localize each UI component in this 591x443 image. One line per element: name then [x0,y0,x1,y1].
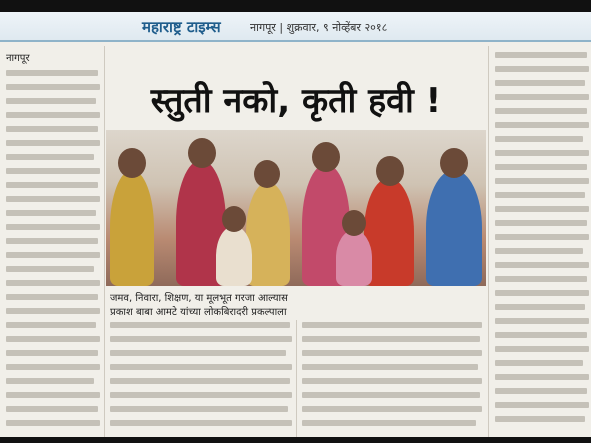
text-line [302,350,482,356]
text-line [495,262,589,268]
masthead-name: महाराष्ट्र टाइम्स [142,18,221,36]
text-line [6,252,100,258]
text-line [495,416,585,422]
column-divider [296,320,297,437]
right-column [488,46,591,437]
text-line [6,238,98,244]
body-line: जमव, निवारा, शिक्षण, या मूलभूत गरजा आल्यास [110,293,288,304]
text-line [495,178,589,184]
text-line [495,220,587,226]
text-line [110,322,290,328]
text-line [6,420,100,426]
text-line [302,420,476,426]
text-line [6,280,100,286]
text-line [6,350,98,356]
text-line [495,108,587,114]
masthead [0,12,591,42]
text-line [6,266,94,272]
text-line [6,294,98,300]
text-line [495,360,583,366]
text-line [495,206,589,212]
text-line [6,196,100,202]
text-line [6,140,100,146]
text-line [495,402,589,408]
photo-figure [336,230,372,286]
text-line [495,66,589,72]
text-line [6,378,94,384]
city-dateline: नागपूर [6,53,30,64]
text-line [110,406,288,412]
text-line [110,350,286,356]
text-line [495,52,587,58]
text-line [6,182,98,188]
text-line [495,346,589,352]
headline: स्तुती नको, कृती हवी ! [150,81,442,121]
text-line [6,308,100,314]
photo-figure [110,170,154,286]
text-line [495,136,583,142]
text-line [302,378,482,384]
text-line [302,392,480,398]
photo-figure [188,138,216,168]
text-line [110,336,292,342]
text-line [6,112,100,118]
text-line [495,318,589,324]
text-line [110,364,292,370]
text-line [302,406,482,412]
text-line [495,234,589,240]
text-line [495,248,583,254]
photo-figure [246,182,290,286]
text-line [495,374,589,380]
text-line [495,332,587,338]
photo-figure [216,226,252,286]
text-line [6,70,98,76]
text-line [495,304,585,310]
text-line [110,378,290,384]
text-line [6,98,96,104]
body-line: प्रकाश बाबा आमटे यांच्या लोकबिरादरी प्रकल्पाला [110,307,287,318]
text-line [495,164,587,170]
photo-figure [118,148,146,178]
text-line [6,210,96,216]
photo-figure [254,160,280,188]
text-line [6,126,98,132]
photo-figure [440,148,468,178]
text-line [6,224,100,230]
text-line [302,336,480,342]
photo-figure [312,142,340,172]
masthead-dateline: नागपूर | शुक्रवार, ९ नोव्हेंबर २०१८ [250,21,388,34]
text-line [495,94,589,100]
text-line [6,336,100,342]
text-line [495,150,589,156]
text-line [6,154,94,160]
text-line [6,322,96,328]
left-column [0,46,105,437]
text-line [495,276,587,282]
text-line [6,84,100,90]
text-line [6,392,100,398]
article-body [106,290,486,437]
photo-figure [342,210,366,236]
photo-figure [222,206,246,232]
text-line [495,192,585,198]
newspaper-page [0,12,591,437]
text-line [302,322,482,328]
text-line [495,290,589,296]
photo-figure [426,170,482,286]
text-line [302,364,478,370]
photo-figure [376,156,404,186]
group-photo [106,130,486,286]
text-line [495,80,585,86]
text-line [6,168,100,174]
text-line [495,122,589,128]
text-line [6,406,98,412]
text-line [6,364,100,370]
text-line [110,420,292,426]
text-line [495,388,587,394]
text-line [110,392,292,398]
